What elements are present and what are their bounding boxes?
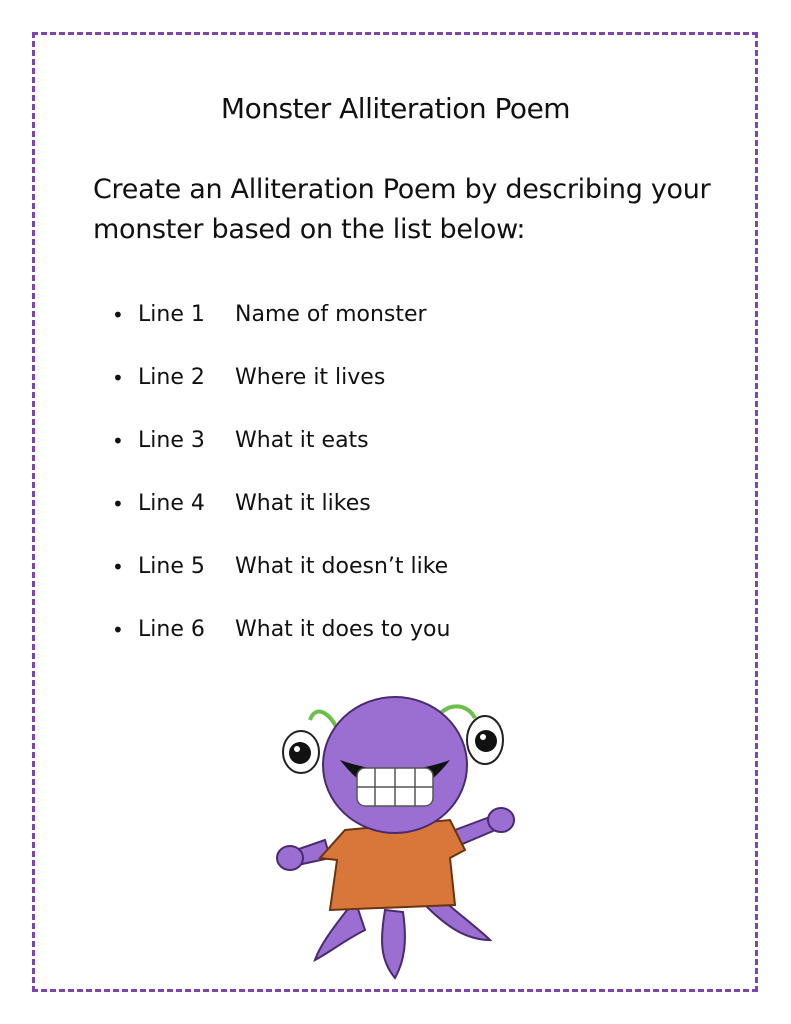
line-description: What it likes <box>235 491 371 516</box>
monster-illustration <box>275 690 520 985</box>
list-item <box>112 472 450 535</box>
right-hand <box>488 808 514 832</box>
line-description: What it doesn’t like <box>235 554 449 579</box>
list-item <box>112 409 450 472</box>
list-item <box>112 598 450 661</box>
line-label: Line 2 <box>138 365 205 390</box>
left-eye-highlight <box>294 746 300 752</box>
list-item <box>112 346 450 409</box>
line-description: Where it lives <box>235 365 386 390</box>
bullet: • <box>112 365 124 390</box>
left-hand <box>277 846 303 870</box>
list-item <box>112 535 450 598</box>
bullet: • <box>112 617 124 642</box>
poem-line-list <box>112 283 450 661</box>
instructions-text: Create an Alliteration Poem by describing your monster based on the list below: <box>93 174 711 245</box>
line-label: Line 3 <box>138 428 205 453</box>
line-label: Line 5 <box>138 554 205 579</box>
line-description: What it eats <box>235 428 369 453</box>
tentacle-middle <box>382 910 405 978</box>
line-label: Line 4 <box>138 491 205 516</box>
page-title: Monster Alliteration Poem <box>220 92 571 125</box>
bullet: • <box>112 428 124 453</box>
list-item <box>112 283 450 346</box>
left-pupil <box>289 742 311 764</box>
bullet: • <box>112 491 124 516</box>
bullet: • <box>112 554 124 579</box>
line-label: Line 1 <box>138 302 205 327</box>
bullet: • <box>112 302 124 327</box>
right-eye-highlight <box>480 734 486 740</box>
line-description: What it does to you <box>235 617 451 642</box>
line-label: Line 6 <box>138 617 205 642</box>
line-description: Name of monster <box>235 302 427 327</box>
right-pupil <box>475 730 497 752</box>
